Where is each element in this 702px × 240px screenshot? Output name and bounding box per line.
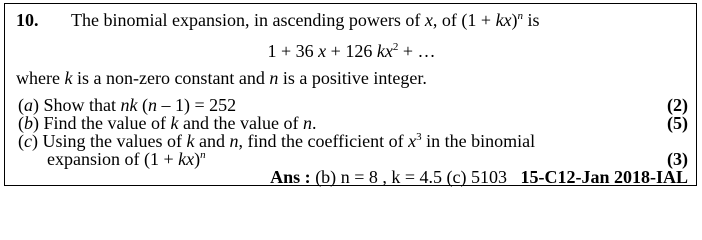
part-b: (b) Find the value of k and the value of n. xyxy=(18,113,317,133)
where-clause: where k is a non-zero constant and n is a positive integer. xyxy=(16,68,427,88)
binomial-expansion: 1 + 36 x + 126 $kx^2$ + … xyxy=(267,41,436,61)
question-stem: The binomial expansion, in ascending powers of x, of (1 + kx)$^n$ is xyxy=(71,10,540,30)
question-number: 10. xyxy=(16,10,39,30)
marks-part-b: (5) xyxy=(667,113,688,133)
part-c-continuation: expansion of (1 + kx)$^n$ xyxy=(47,149,206,169)
answer-b-label: (b) xyxy=(315,167,341,187)
source-reference: 15-C12-Jan 2018-IAL xyxy=(520,167,688,187)
answer-k: k = 4.5 xyxy=(391,167,447,187)
part-a: (a) Show that nk (n – 1) = 252 xyxy=(18,95,237,115)
part-c: (c) Using the values of k and n, find the coefficient of $x^3$ in the binomial xyxy=(18,131,536,151)
answer-c-value: 5103 xyxy=(470,167,507,187)
marks-part-c: (3) xyxy=(667,149,688,169)
marks-part-a: (2) xyxy=(667,95,688,115)
answer-c-label: (c) xyxy=(446,167,471,187)
question-box xyxy=(4,3,697,186)
answer-n: n = 8 , xyxy=(340,167,392,187)
answer-line: Ans : (b) n = 8 , k = 4.5 (c) 5103 15-C12-Jan 2018-IAL xyxy=(270,167,688,187)
